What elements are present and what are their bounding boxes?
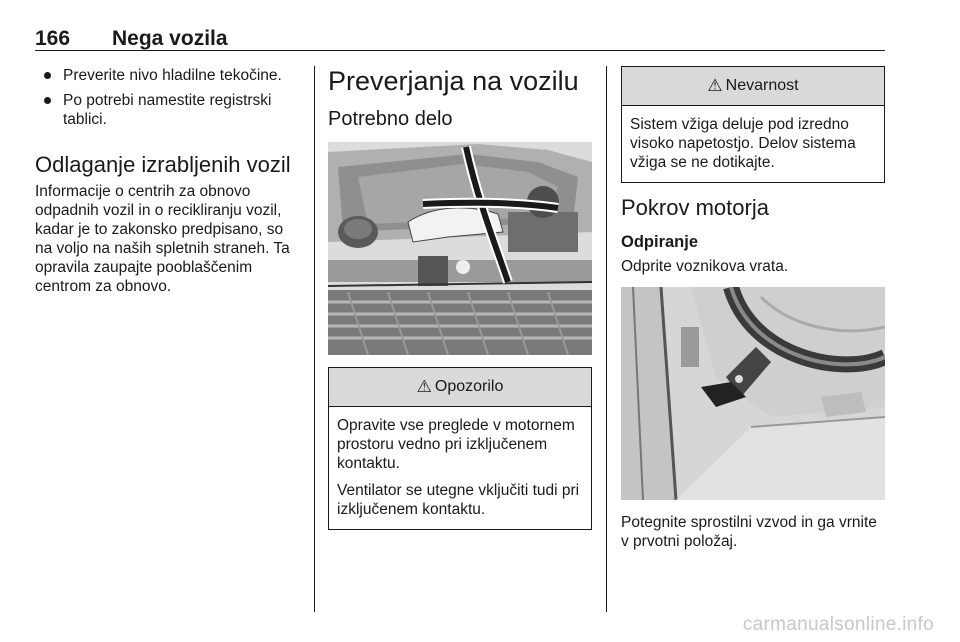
page-title: Nega vozila bbox=[112, 27, 228, 50]
page-number: 166 bbox=[35, 27, 71, 50]
section-heading: Preverjanja na vozilu bbox=[328, 66, 579, 96]
bullet-icon bbox=[44, 72, 51, 79]
warning-box-label: Opozorilo bbox=[434, 378, 504, 395]
section-title: Odlaganje izrabljenih vozil bbox=[35, 152, 291, 177]
header-divider bbox=[35, 50, 885, 51]
warning-triangle-icon: ⚠ bbox=[707, 76, 723, 95]
middle-column bbox=[328, 66, 592, 530]
list-item-text: Po potrebi namestite registrski tablici. bbox=[63, 92, 272, 128]
column-divider bbox=[314, 66, 315, 612]
step-text: Potegnite sprostilni vzvod in ga vrnite v prvotni položaj. bbox=[621, 514, 877, 550]
step-text: Odprite voznikova vrata. bbox=[621, 258, 789, 275]
warning-box-body bbox=[329, 407, 591, 529]
list-item bbox=[35, 66, 303, 85]
watermark: carmanualsonline.info bbox=[742, 614, 934, 635]
section-title: Pokrov motorja bbox=[621, 195, 769, 220]
danger-box-body bbox=[622, 106, 884, 182]
section-body: Informacije o centrih za obnovo odpadnih vozil in o recikliranju vozil, kadar je to zakonsko predpisano, so na voljo na naših spletnih straneh. Ta opravila zaupajte pooblaščenim centrom za obnovo. bbox=[35, 183, 290, 295]
right-column bbox=[621, 66, 885, 551]
subsection-heading: Potrebno delo bbox=[328, 108, 453, 130]
warning-paragraph: Ventilator se utegne vključiti tudi pri izključenem kontaktu. bbox=[337, 482, 580, 518]
warning-box bbox=[328, 367, 592, 530]
list-item bbox=[35, 91, 303, 129]
danger-box bbox=[621, 66, 885, 183]
danger-box-header bbox=[622, 67, 884, 106]
danger-box-label: Nevarnost bbox=[725, 77, 799, 94]
warning-paragraph: Opravite vse preglede v motornem prostoru vedno pri izključenem kontaktu. bbox=[337, 417, 575, 472]
column-divider bbox=[606, 66, 607, 612]
warning-box-header bbox=[329, 368, 591, 407]
list-item-text: Preverite nivo hladilne tekočine. bbox=[63, 67, 282, 84]
warning-triangle-icon: ⚠ bbox=[416, 377, 432, 396]
engine-bay-illustration bbox=[328, 142, 592, 355]
subsection-title: Odpiranje bbox=[621, 233, 699, 251]
hood-release-illustration bbox=[621, 287, 885, 500]
bullet-list bbox=[35, 66, 303, 129]
left-column bbox=[35, 66, 303, 296]
danger-text: Sistem vžiga deluje pod izredno visoko napetostjo. Delov sistema vžiga se ne dotikajte. bbox=[630, 116, 856, 171]
bullet-icon bbox=[44, 97, 51, 104]
